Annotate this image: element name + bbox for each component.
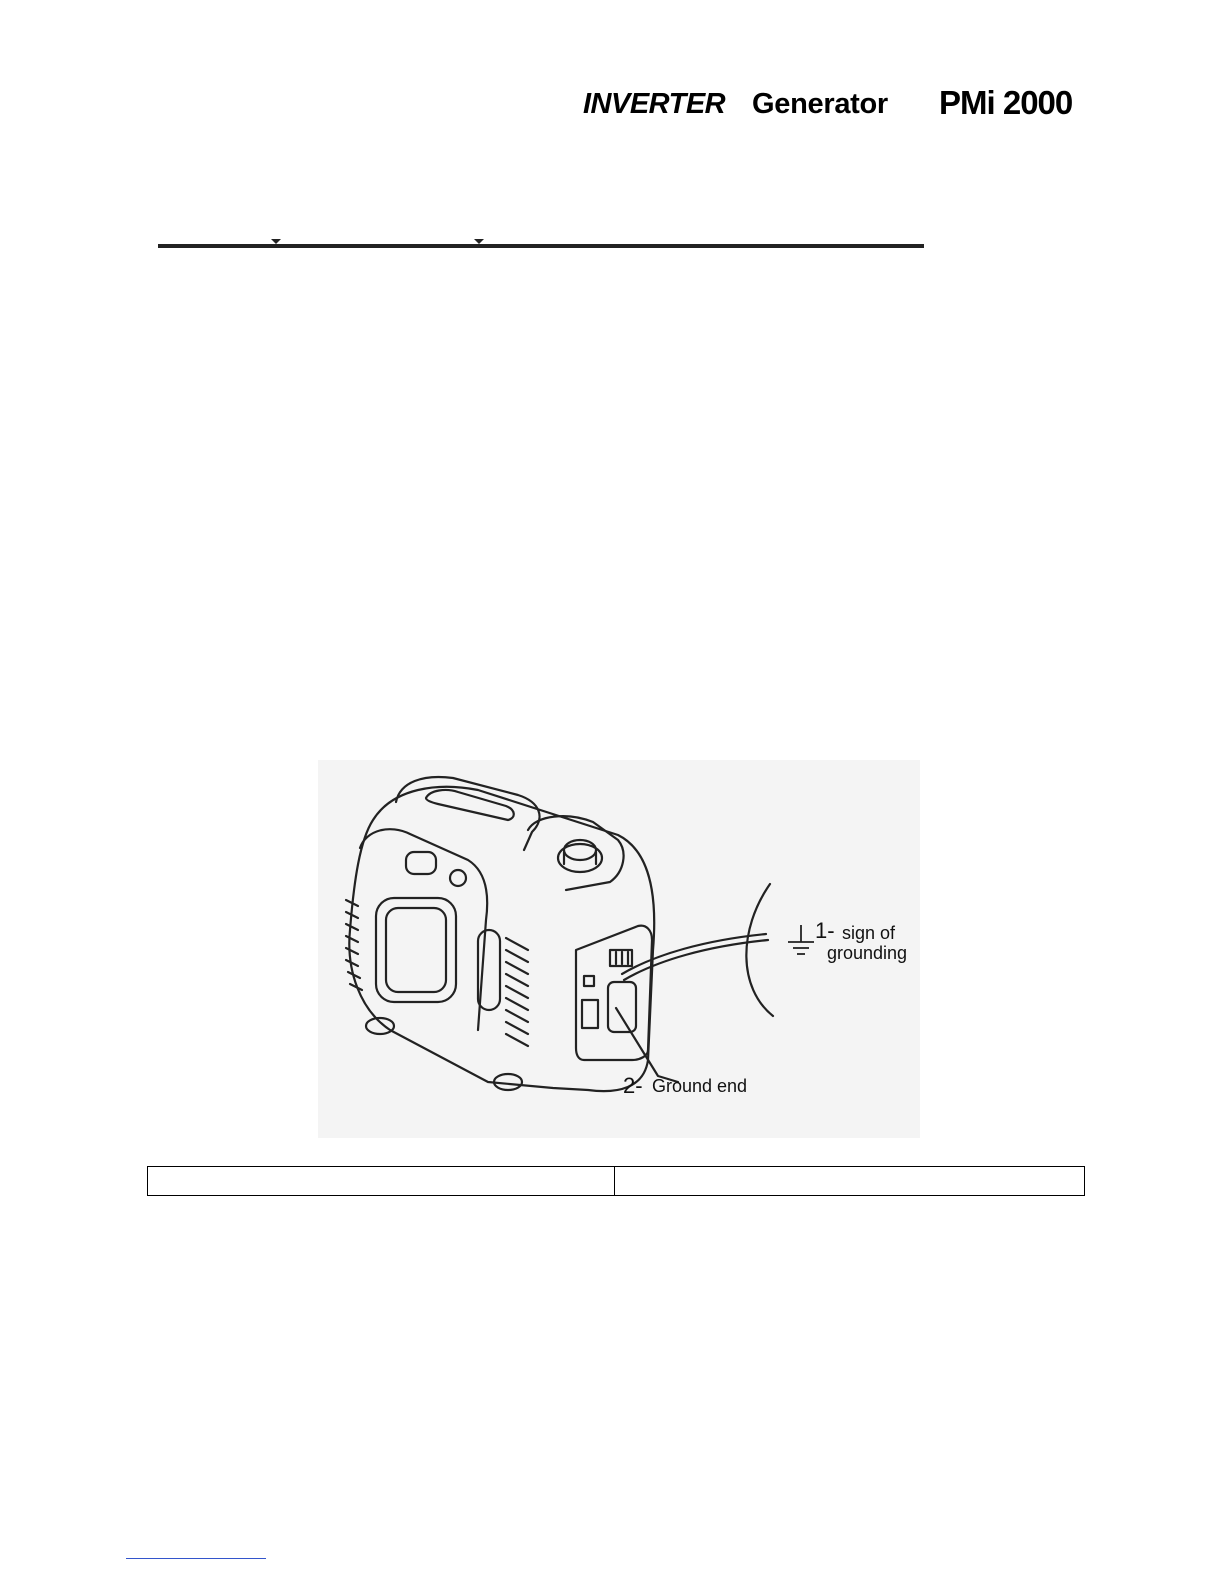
rule-marker-left bbox=[271, 239, 281, 244]
section-rule bbox=[158, 244, 924, 248]
page-header bbox=[583, 84, 1083, 124]
rule-marker-right bbox=[474, 239, 484, 244]
label-1-line1: sign of bbox=[842, 923, 896, 943]
footnote-separator bbox=[126, 1558, 266, 1559]
label-2-text: Ground end bbox=[652, 1076, 748, 1096]
header-generator: Generator bbox=[752, 88, 888, 120]
generator-illustration bbox=[318, 760, 920, 1138]
label-1-number: 1- bbox=[815, 918, 835, 943]
table-row bbox=[148, 1167, 1085, 1196]
label-2-number: 2- bbox=[623, 1073, 643, 1098]
caption-table bbox=[147, 1166, 1085, 1196]
label-1-line2: grounding bbox=[827, 943, 908, 963]
header-inverter: INVERTER bbox=[583, 88, 726, 120]
table-cell-left bbox=[148, 1167, 615, 1196]
table-cell-right bbox=[615, 1167, 1085, 1196]
header-model: PMi 2000 bbox=[939, 84, 1073, 121]
